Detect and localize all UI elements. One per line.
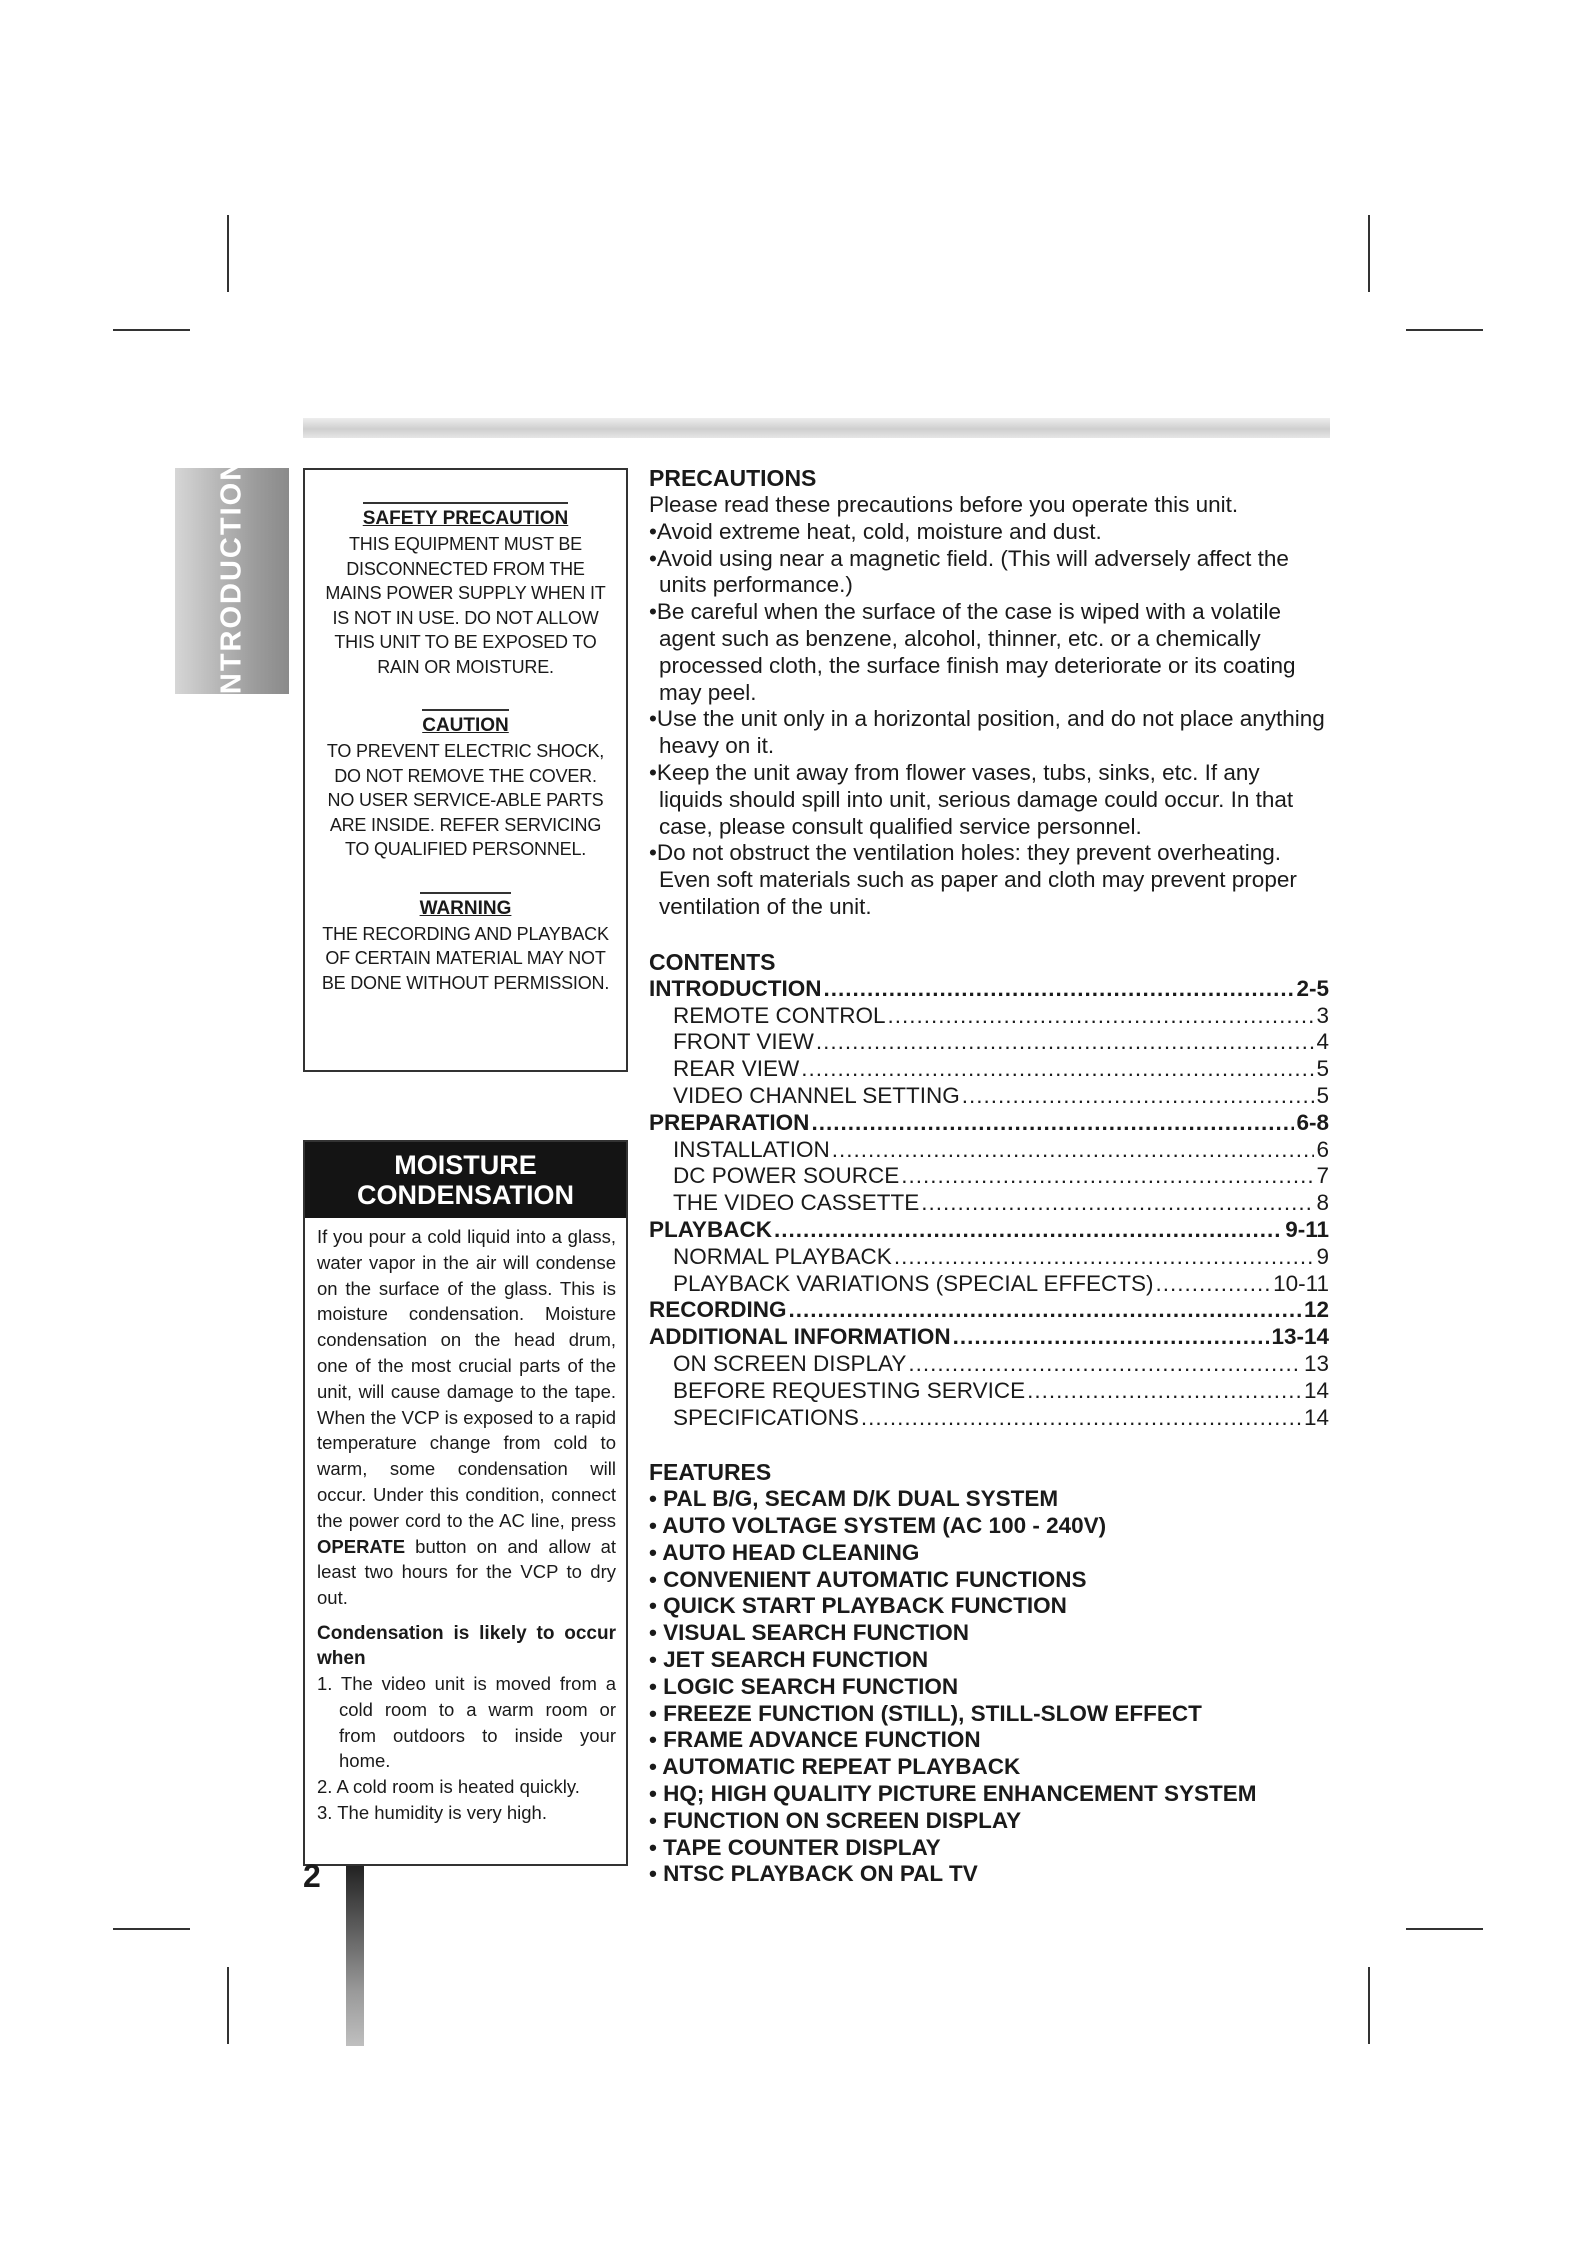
toc-leader (824, 976, 1295, 1003)
features-section (649, 1459, 1329, 1888)
toc-page: 6-8 (1296, 1109, 1329, 1135)
crop-mark (113, 1928, 190, 1930)
toc-leader (1156, 1271, 1272, 1298)
toc-label: FRONT VIEW (673, 1029, 814, 1055)
section-tab-label: INTRODUCTION (215, 457, 248, 705)
moisture-title (305, 1142, 626, 1218)
feature-item: • FUNCTION ON SCREEN DISPLAY (649, 1807, 1022, 1833)
list-item: •Avoid using near a magnetic field. (This will adversely affect the units performance.) (649, 545, 1289, 598)
feature-item: • TAPE COUNTER DISPLAY (649, 1834, 941, 1860)
toc-row (649, 1137, 1329, 1164)
crop-mark (227, 1967, 229, 2044)
toc-row (649, 1110, 1329, 1137)
toc-row (649, 1351, 1329, 1378)
toc-row (649, 1083, 1329, 1110)
moisture-text-a: If you pour a cold liquid into a glass, water vapor in the air will condense on the surface of the glass. This is moisture condensation. Moisture condensation on the head drum, one of the most crucial parts of the unit, will cause damage to the tape. When the VCP is exposed to a rapid temperature change from cold to warm, some condensation will occur. Under this condition, connect the power cord to the AC line, press (317, 1226, 616, 1531)
feature-item: • LOGIC SEARCH FUNCTION (649, 1673, 959, 1699)
toc-row (649, 1190, 1329, 1217)
crop-mark (1368, 1967, 1370, 2044)
toc-row (649, 1405, 1329, 1432)
toc-leader (908, 1351, 1302, 1378)
toc-row (649, 1029, 1329, 1056)
toc-label: REMOTE CONTROL (673, 1002, 886, 1028)
toc-leader (888, 1003, 1315, 1030)
crop-mark (227, 215, 229, 292)
safety-precaution-text: THIS EQUIPMENT MUST BE DISCONNECTED FROM THE MAINS POWER SUPPLY WHEN IT IS NOT IN USE. DO NOT ALLOW THIS UNIT TO BE EXPOSED TO RAIN OR MOISTURE. (325, 534, 606, 677)
toc-page: 8 (1316, 1190, 1329, 1216)
operate-label: OPERATE (317, 1535, 406, 1557)
toc-row (649, 1217, 1329, 1244)
toc-page: 5 (1316, 1056, 1329, 1082)
safety-precaution (320, 502, 612, 679)
feature-item: • AUTOMATIC REPEAT PLAYBACK (649, 1754, 1021, 1780)
feature-item: • FREEZE FUNCTION (STILL), STILL-SLOW EFFECT (649, 1700, 1202, 1726)
caution-text: TO PREVENT ELECTRIC SHOCK, DO NOT REMOVE THE COVER. NO USER SERVICE-ABLE PARTS ARE INSIDE. REFER SERVICING TO QUALIFIED PERSONNEL. (326, 741, 605, 859)
toc-leader (894, 1244, 1315, 1271)
toc-page: 10-11 (1273, 1270, 1329, 1296)
toc-page: 5 (1316, 1082, 1329, 1108)
feature-item: • CONVENIENT AUTOMATIC FUNCTIONS (649, 1566, 1087, 1592)
feature-item: • AUTO HEAD CLEANING (649, 1539, 920, 1565)
toc-page: 6 (1316, 1136, 1329, 1162)
list-item: •Keep the unit away from flower vases, tubs, sinks, etc. If any liquids should spill into unit, serious damage could occur. In that case, please consult qualified service personnel. (649, 759, 1294, 839)
toc-label: SPECIFICATIONS (673, 1404, 859, 1430)
list-item: •Be careful when the surface of the case is wiped with a volatile agent such as benzene, alcohol, thinner, etc. or a chemically processed cloth, the surface finish may deteriorate or its coating may peel. (649, 599, 1296, 705)
toc-label: PREPARATION (649, 1109, 810, 1135)
crop-mark (1406, 329, 1483, 331)
toc-page: 14 (1303, 1404, 1329, 1430)
toc-label: DC POWER SOURCE (673, 1163, 900, 1189)
crop-mark (1368, 215, 1370, 292)
toc-page: 3 (1316, 1002, 1329, 1028)
toc-row (649, 1244, 1329, 1271)
moisture-text-b: button on and allow at least two hours for the VCP to dry out. (317, 1535, 616, 1609)
toc-leader (962, 1083, 1315, 1110)
toc-label: BEFORE REQUESTING SERVICE (673, 1377, 1026, 1403)
safety-box (303, 468, 628, 1072)
right-column (649, 465, 1329, 1888)
toc-page: 13-14 (1271, 1324, 1329, 1350)
page-number: 2 (303, 1858, 321, 1894)
feature-item: • NTSC PLAYBACK ON PAL TV (649, 1861, 978, 1887)
toc-row (649, 1271, 1329, 1298)
precautions-title: PRECAUTIONS (649, 465, 817, 491)
warning-text: THE RECORDING AND PLAYBACK OF CERTAIN MATERIAL MAY NOT BE DONE WITHOUT PERMISSION. (321, 923, 610, 993)
toc-leader (861, 1405, 1302, 1432)
feature-item: • QUICK START PLAYBACK FUNCTION (649, 1593, 1067, 1619)
toc-page: 13 (1303, 1350, 1329, 1376)
toc-label: VIDEO CHANNEL SETTING (673, 1082, 960, 1108)
toc-label: INTRODUCTION (649, 975, 822, 1001)
toc-row (649, 1297, 1329, 1324)
toc-row (649, 1378, 1329, 1405)
features-list (649, 1486, 1329, 1888)
moisture-body (305, 1218, 626, 1826)
toc-leader (921, 1190, 1314, 1217)
toc-row (649, 1163, 1329, 1190)
toc-page: 9-11 (1285, 1216, 1329, 1242)
toc-page: 2-5 (1296, 975, 1329, 1001)
warning-heading: WARNING (420, 892, 512, 920)
toc-label: RECORDING (649, 1297, 787, 1323)
toc-page: 12 (1303, 1297, 1329, 1323)
feature-item: • PAL B/G, SECAM D/K DUAL SYSTEM (649, 1486, 1059, 1512)
toc-leader (774, 1217, 1283, 1244)
toc-leader (953, 1324, 1270, 1351)
toc-row (649, 1056, 1329, 1083)
warning (320, 892, 612, 996)
precautions-intro: Please read these precautions before you operate this unit. (649, 492, 1239, 517)
toc-row (649, 1324, 1329, 1351)
moisture-title-line1: MOISTURE (394, 1150, 537, 1180)
toc-leader (901, 1163, 1314, 1190)
feature-item: • HQ; HIGH QUALITY PICTURE ENHANCEMENT SYSTEM (649, 1781, 1257, 1807)
toc-page: 14 (1303, 1377, 1329, 1403)
header-rule (303, 418, 1330, 438)
condensation-heading: Condensation is likely to occur when (317, 1622, 616, 1669)
features-title: FEATURES (649, 1459, 772, 1486)
feature-item: • JET SEARCH FUNCTION (649, 1647, 929, 1673)
list-item: 1. The video unit is moved from a cold room to a warm room or from outdoors to inside your home. (317, 1672, 616, 1772)
moisture-title-line2: CONDENSATION (356, 1180, 574, 1210)
condensation-list (317, 1671, 616, 1826)
contents-section (649, 949, 1329, 1432)
toc-leader (789, 1297, 1302, 1324)
caution (320, 709, 612, 862)
toc-page: 9 (1316, 1243, 1329, 1269)
toc-label: INSTALLATION (673, 1136, 830, 1162)
list-item: •Use the unit only in a horizontal position, and do not place anything heavy on it. (649, 706, 1325, 759)
toc-label: PLAYBACK VARIATIONS (SPECIAL EFFECTS) (673, 1270, 1154, 1296)
toc-leader (801, 1056, 1314, 1083)
toc-label: PLAYBACK (649, 1216, 772, 1242)
feature-item: • VISUAL SEARCH FUNCTION (649, 1620, 969, 1646)
contents-list (649, 976, 1329, 1432)
list-item: 2. A cold room is heated quickly. (317, 1776, 580, 1798)
list-item: •Do not obstruct the ventilation holes: they prevent overheating. Even soft materials such as paper and cloth may prevent proper ventilation of the unit. (649, 840, 1297, 919)
crop-mark (113, 329, 190, 331)
toc-page: 4 (1316, 1029, 1329, 1055)
list-item: 3. The humidity is very high. (317, 1801, 547, 1823)
crop-mark (1406, 1928, 1483, 1930)
toc-leader (811, 1110, 1294, 1137)
toc-label: ADDITIONAL INFORMATION (649, 1324, 951, 1350)
safety-precaution-heading: SAFETY PRECAUTION (363, 502, 569, 530)
toc-label: NORMAL PLAYBACK (673, 1243, 892, 1269)
list-item: •Avoid extreme heat, cold, moisture and dust. (649, 518, 1102, 544)
feature-item: • FRAME ADVANCE FUNCTION (649, 1727, 981, 1753)
moisture-paragraph (317, 1224, 616, 1611)
moisture-box (303, 1140, 628, 1866)
feature-item: • AUTO VOLTAGE SYSTEM (AC 100 - 240V) (649, 1513, 1107, 1539)
toc-leader (1027, 1378, 1302, 1405)
toc-leader (816, 1029, 1315, 1056)
caution-heading: CAUTION (422, 709, 509, 737)
section-tab (175, 457, 289, 705)
toc-label: REAR VIEW (673, 1056, 800, 1082)
toc-page: 7 (1316, 1163, 1329, 1189)
toc-row (649, 1003, 1329, 1030)
contents-title: CONTENTS (649, 948, 776, 975)
toc-leader (832, 1137, 1315, 1164)
toc-label: THE VIDEO CASSETTE (673, 1190, 920, 1216)
toc-row (649, 976, 1329, 1003)
page-bar (346, 1866, 364, 2046)
toc-label: ON SCREEN DISPLAY (673, 1350, 907, 1376)
